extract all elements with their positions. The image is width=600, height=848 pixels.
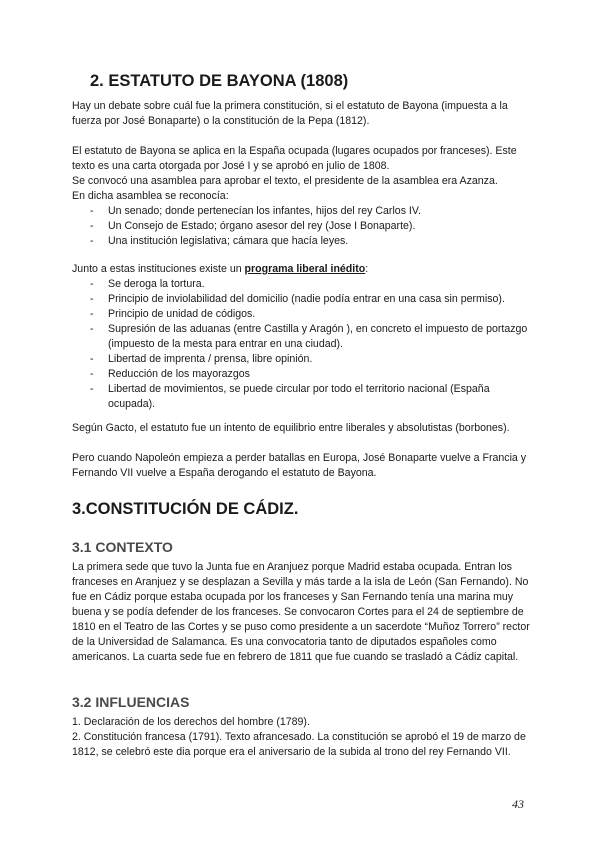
section-3-title: 3.CONSTITUCIÓN DE CÁDIZ. — [72, 500, 299, 518]
paragraph-gacto: Según Gacto, el estatuto fue un intento de equilibrio entre liberales y absolutistas (borbones). — [72, 422, 510, 434]
list-item: - Un Consejo de Estado; órgano asesor del rey (Jose I Bonaparte). — [90, 220, 416, 232]
list-item: - Supresión de las aduanas (entre Castilla y Aragón ), en concreto el impuesto de portazgo (impuesto de la mesta para entrar en una ciudad). — [90, 323, 528, 350]
list-item: - Libertad de movimientos, se puede circular por todo el territorio nacional (España ocupada). — [90, 383, 490, 410]
list-item: - Se deroga la tortura. — [90, 278, 205, 290]
paragraph-debate: Hay un debate sobre cuál fue la primera constitución, si el estatuto de Bayona (impuesta a la fuerza por José Bonaparte) o la constitución de la Pepa (1812). — [72, 100, 508, 127]
paragraph-influencia-1: 1. Declaración de los derechos del hombre (1789). — [72, 716, 310, 728]
programa-list — [72, 277, 538, 412]
institutions-list — [72, 204, 538, 249]
paragraph-napoleon: Pero cuando Napoleón empieza a perder batallas en Europa, José Bonaparte vuelve a Francia y Fernando VII vuelve a España derogando el estatuto de Bayona. — [72, 452, 527, 479]
subsection-contexto-title: 3.1 CONTEXTO — [72, 539, 173, 555]
section-2-title: 2. ESTATUTO DE BAYONA (1808) — [90, 72, 349, 90]
list-item: - Principio de unidad de códigos. — [90, 308, 256, 320]
paragraph-asamblea: Se convocó una asamblea para aprobar el texto, el presidente de la asamblea era Azanza. — [72, 175, 498, 187]
paragraph-reconocia: En dicha asamblea se reconocía: — [72, 190, 229, 202]
page-number: 43 — [512, 797, 524, 811]
list-item: - Principio de inviolabilidad del domicilio (nadie podía entrar en una casa sin permiso). — [90, 293, 505, 305]
list-item: - Un senado; donde pertenecían los infantes, hijos del rey Carlos IV. — [90, 205, 421, 217]
paragraph-influencia-2: 2. Constitución francesa (1791). Texto afrancesado. La constitución se aprobó el 19 de marzo de 1812, se celebró este dia porque era el aniversario de la subida al trono del rey Fernando VII. — [72, 731, 526, 758]
paragraph-contexto: La primera sede que tuvo la Junta fue en Aranjuez porque Madrid estaba ocupada. Entran los franceses en Aranjuez y se desplazan a Sevilla y más tarde a la isla de León (San Fernando). No fue en Cádiz porque estaba ocupada por los franceses y San Fernando tenía una marina muy buena y se podía defender de los franceses. Se convocaron Cortes para el 24 de septiembre de 1810 en el Teatro de las Cortes y se puso como presidente a un sacerdote “Muñoz Torrero” rector de la Universidad de Salamanca. Es una convocatoria tanto de diputados españoles como americanos. La cuarta sede fue en febrero de 1811 que fue cuando se trasladó a Cádiz capital. — [72, 561, 530, 663]
list-item: - Una institución legislativa; cámara que hacía leyes. — [90, 235, 349, 247]
list-item: - Reducción de los mayorazgos — [90, 368, 250, 380]
list-item: - Libertad de imprenta / prensa, libre opinión. — [90, 353, 313, 365]
paragraph-programa: Junto a estas instituciones existe un programa liberal inédito: — [72, 263, 369, 275]
programa-liberal-emphasis: programa liberal inédito — [244, 263, 366, 275]
paragraph-bayona-scope: El estatuto de Bayona se aplica en la España ocupada (lugares ocupados por franceses). Este texto es una carta otorgada por José I y se aprobó en julio de 1808. — [72, 145, 517, 172]
subsection-influencias-title: 3.2 INFLUENCIAS — [72, 694, 190, 710]
